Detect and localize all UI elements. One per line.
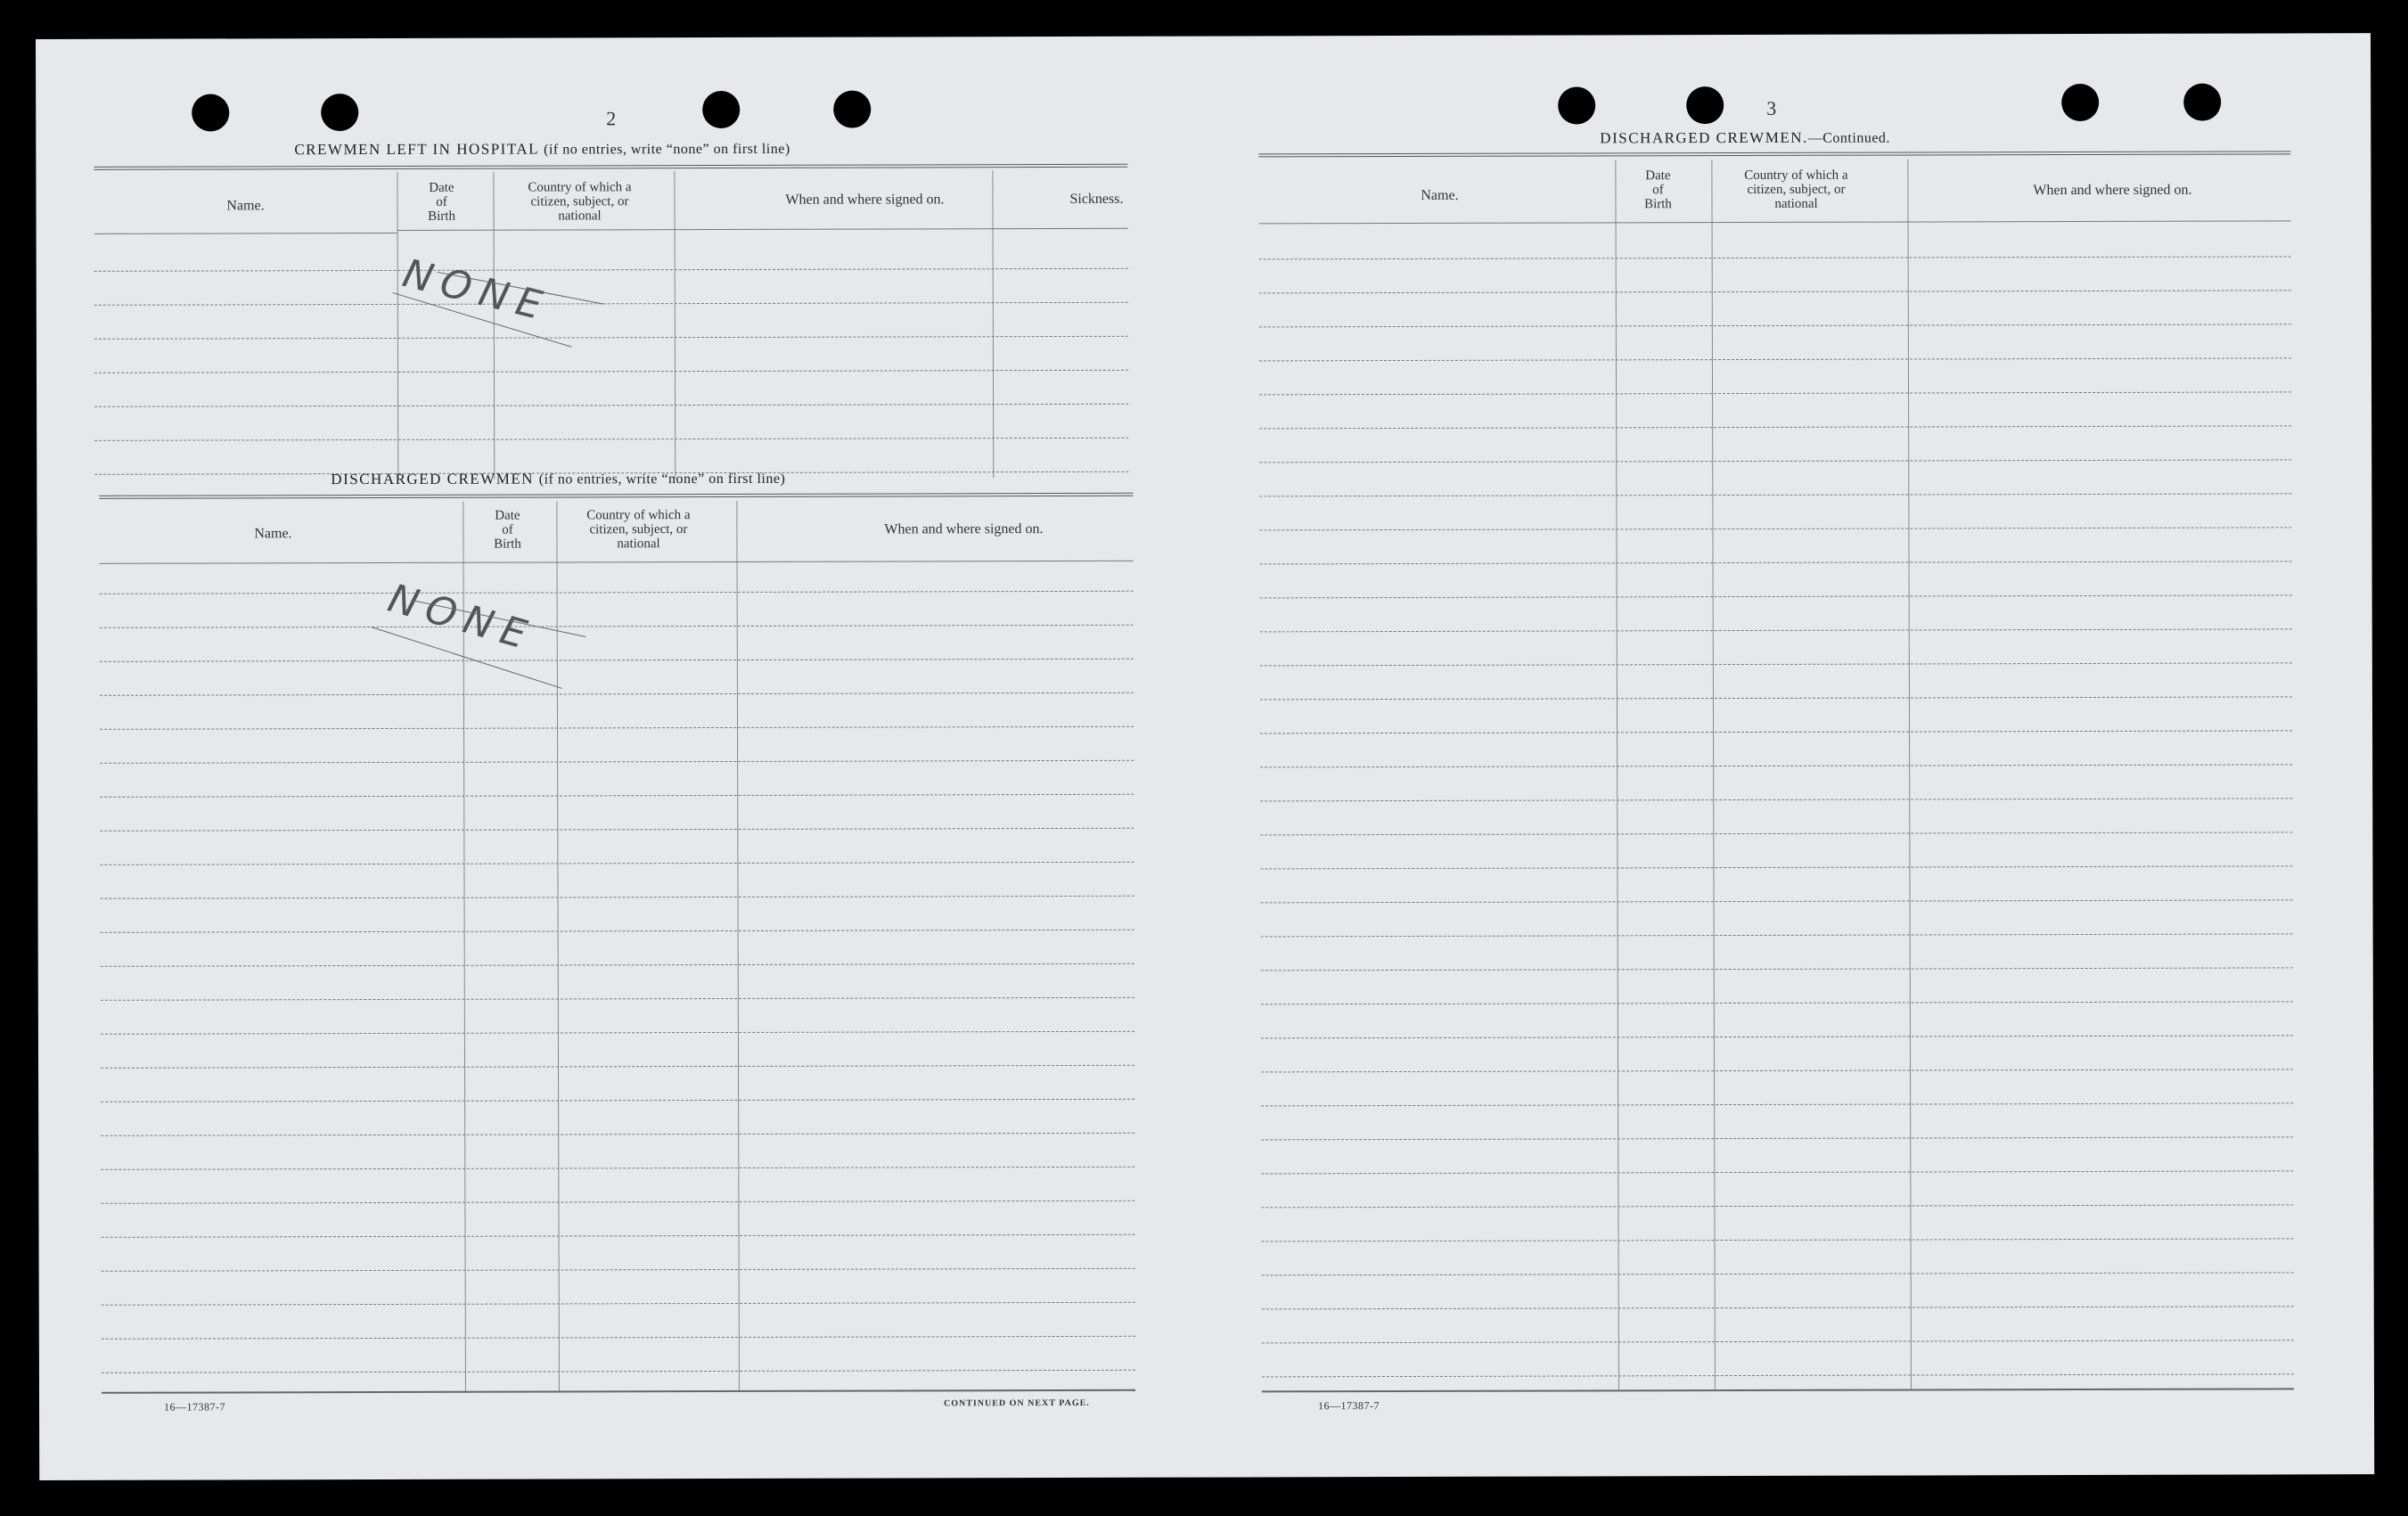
entry-line [94,370,1128,373]
entry-line [1259,425,2291,429]
country-line: national [617,537,660,552]
entry-line [1260,561,2292,564]
table-bottom-rule [1262,1388,2294,1392]
col-header-signed-on: When and where signed on. [2033,182,2192,199]
entry-line [102,1370,1135,1373]
column-divider [556,501,560,1392]
entry-line [1261,1204,2293,1208]
dob-line: of [436,194,447,209]
dob-line: Birth [428,209,455,224]
col-header-country [490,180,668,224]
entry-line [94,438,1128,441]
dob-line: Date [1645,168,1671,184]
dob-line: Birth [1644,197,1672,212]
entry-line [1262,1238,2294,1241]
entry-line [1259,527,2291,530]
entry-line [101,1133,1134,1136]
entry-line [94,268,1128,272]
column-divider [736,501,740,1392]
left-page [36,33,2371,1414]
column-divider [1711,160,1716,1389]
punch-hole [1686,86,1724,124]
country-line: Country of which a [528,180,632,195]
entry-line [1261,1069,2293,1072]
entry-line [100,862,1134,865]
entry-line [1259,459,2291,463]
dob-line: Date [495,508,520,523]
entry-line [94,302,1128,306]
discharged-continued-text: DISCHARGED CREWMEN. [1600,128,1808,147]
entry-line [1261,1170,2293,1174]
right-top-rule [1258,151,2290,160]
discharged-title-text: DISCHARGED CREWMEN [331,470,535,488]
entry-line [100,692,1134,696]
entry-line [1262,1373,2294,1377]
entry-line [1261,1102,2293,1106]
entry-line [1259,256,2291,259]
entry-line [100,794,1134,798]
country-line: citizen, subject, or [589,522,688,537]
discharged-top-rule [99,493,1133,502]
entry-line [102,1268,1135,1272]
entry-line [100,828,1134,832]
page-number: 2 [606,107,617,130]
entry-line [1261,1001,2293,1004]
country-line: Country of which a [586,508,691,523]
entry-line [101,1031,1134,1035]
entry-line [1259,391,2291,395]
discharged-section-title [331,470,785,488]
entry-line [102,1234,1135,1238]
entry-line [1260,594,2292,598]
column-divider [397,172,398,479]
entry-line [100,591,1134,594]
col-header-sickness: Sickness. [1069,191,1124,207]
entry-line [1260,730,2292,733]
punch-hole [1558,86,1595,124]
entry-line [100,659,1134,662]
header-underline [94,233,397,234]
entry-line [102,1336,1135,1340]
column-divider [674,171,676,479]
document-sheet [36,33,2374,1480]
column-divider [1615,160,1619,1389]
column-divider [1907,159,1912,1389]
entry-line [1262,1306,2294,1309]
continued-suffix: —Continued. [1807,130,1890,146]
form-number: 16—17387-7 [1318,1399,1380,1413]
entry-line [1260,798,2292,801]
table-bottom-rule [102,1389,1135,1394]
page-number: 3 [1766,96,1777,119]
entry-line [102,1302,1135,1306]
entry-line [1262,1340,2294,1343]
entry-line [1260,865,2292,869]
entry-line [1260,764,2292,767]
entry-line [100,726,1134,730]
country-line: Country of which a [1744,168,1848,183]
entry-line [101,1099,1134,1102]
entry-line [101,1201,1134,1204]
punch-hole [833,91,871,128]
entry-line [101,1167,1134,1170]
entry-line [1259,357,2291,361]
entry-line [1261,933,2293,937]
col-header-name: Name. [254,526,292,542]
column-divider [992,170,994,478]
discharged-continued-title [1600,129,1890,148]
entry-line [100,625,1134,628]
country-line: national [1774,196,1818,211]
entry-line [1260,628,2292,632]
entry-line [94,336,1128,340]
punch-hole [2061,84,2099,121]
punch-hole [192,94,229,131]
form-number: 16—17387-7 [163,1400,226,1414]
col-header-name: Name. [226,198,265,214]
header-underline [1259,220,2291,224]
dob-line: Birth [494,537,521,552]
col-header-country [549,508,727,552]
punch-hole [2183,84,2221,121]
hospital-title-text: CREWMEN LEFT IN HOSPITAL [294,140,539,159]
continued-note: CONTINUED ON NEXT PAGE. [943,1397,1090,1409]
entry-line [1259,290,2291,293]
punch-hole [321,94,358,131]
hospital-top-rule [94,164,1127,173]
entry-line [1260,662,2292,666]
entry-line [1261,967,2293,971]
country-line: citizen, subject, or [530,194,629,209]
entry-line [101,963,1134,967]
entry-line [101,896,1134,899]
hospital-title-note: (if no entries, write “none” on first line) [544,141,790,158]
handwritten-none: NONE [398,250,555,332]
entry-line [1260,696,2292,700]
col-header-dob [1622,168,1693,211]
entry-line [101,1065,1134,1069]
entry-line [1261,1035,2293,1038]
col-header-signed-on: When and where signed on. [884,521,1044,537]
discharged-title-note: (if no entries, write “none” on first line) [538,471,786,488]
dob-line: of [502,522,513,537]
entry-line [1260,832,2292,835]
entry-line [100,760,1134,764]
col-header-dob [405,181,477,224]
header-underline [397,228,1128,231]
hospital-section-title [294,140,790,159]
country-line: national [558,209,602,224]
col-header-country [1702,168,1889,212]
col-header-dob [471,509,543,552]
dob-line: of [1652,183,1664,198]
punch-hole [702,91,740,128]
entry-line [101,930,1134,933]
col-header-signed-on: When and where signed on. [785,192,945,208]
country-line: citizen, subject, or [1747,182,1846,197]
entry-line [1259,493,2291,496]
entry-line [101,997,1134,1001]
header-underline [100,561,1134,564]
entry-line [1259,324,2291,327]
dob-line: Date [429,180,455,195]
entry-line [1261,899,2293,903]
col-header-name: Name. [1421,187,1459,203]
entry-line [1261,1136,2293,1140]
entry-line [94,404,1128,407]
handwritten-none: NONE [382,575,540,660]
entry-line [1262,1272,2294,1275]
